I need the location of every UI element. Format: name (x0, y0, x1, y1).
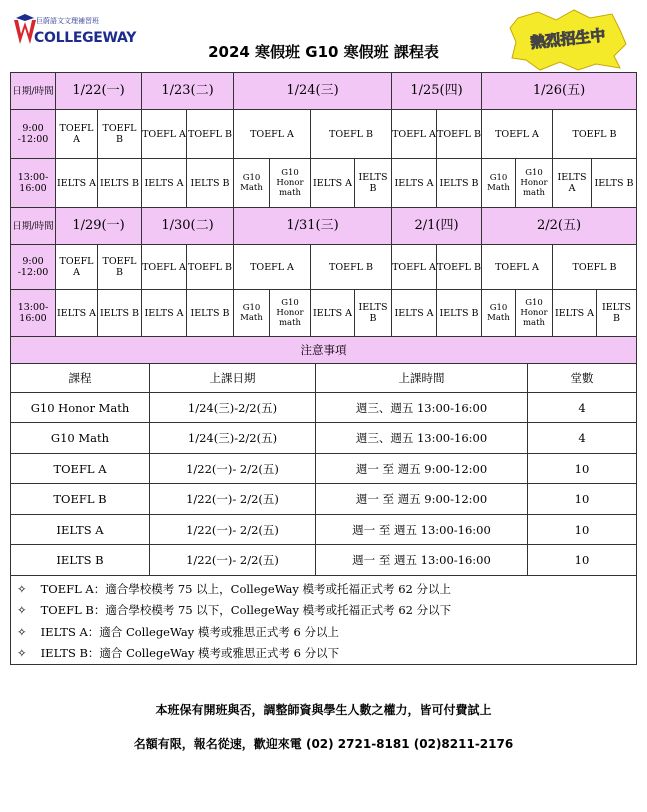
class-cell: IELTS B (436, 158, 482, 208)
class-cell: TOEFL A (55, 109, 98, 159)
class-cell: TOEFL A (141, 244, 187, 290)
footer-contact: 名額有限，報名從速，歡迎來電 (02) 2721-8181 (02)8211-2176 (133, 737, 514, 751)
course-time: 週一 至 週五 9:00-12:00 (315, 453, 528, 484)
class-cell: G10 Honor math (269, 289, 311, 337)
class-cell: IELTS A (141, 158, 187, 208)
class-cell: G10 Math (481, 158, 516, 208)
date-cell: 1/26(五) (481, 72, 637, 110)
date-time-header: 日期/時間 (10, 72, 56, 110)
column-header-sessions: 堂數 (527, 363, 637, 393)
date-time-header: 日期/時間 (10, 207, 56, 245)
footer-policy: 本班保有開班與否，調整師資與學生人數之權力，皆可付費試上 (155, 703, 492, 717)
class-cell: IELTS A (310, 289, 355, 337)
course-dates: 1/22(一)- 2/2(五) (149, 544, 316, 576)
date-cell: 2/2(五) (481, 207, 637, 245)
class-cell: TOEFL B (436, 109, 482, 159)
class-cell: TOEFL A (233, 109, 311, 159)
class-cell: G10 Honor math (515, 289, 553, 337)
course-sessions: 10 (527, 514, 637, 545)
class-cell: IELTS A (391, 289, 437, 337)
class-cell: IELTS A (391, 158, 437, 208)
note-item (17, 600, 451, 620)
note-text: IELTS B：適合 CollegeWay 模考或雅思正式考 6 分以下 (40, 646, 340, 660)
notice-heading: 注意事項 (10, 336, 637, 364)
course-name: TOEFL A (10, 453, 150, 484)
class-cell: TOEFL B (310, 109, 392, 159)
class-cell: IELTS B (97, 289, 142, 337)
class-cell: TOEFL B (552, 109, 637, 159)
note-text: TOEFL A：適合學校模考 75 以上，CollegeWay 模考或托福正式考 62 分以上 (40, 582, 451, 596)
course-name: TOEFL B (10, 483, 150, 515)
class-cell: IELTS B (97, 158, 142, 208)
course-time: 週一 至 週五 13:00-16:00 (315, 544, 528, 576)
note-item (17, 622, 339, 642)
class-cell: IELTS B (591, 158, 637, 208)
course-sessions: 4 (527, 422, 637, 454)
note-item (17, 579, 451, 599)
class-cell: IELTS A (55, 289, 98, 337)
logo-name: COLLEGEWAY (34, 30, 137, 46)
course-time: 週一 至 週五 9:00-12:00 (315, 483, 528, 515)
class-cell: TOEFL A (233, 244, 311, 290)
class-cell: IELTS B (596, 289, 637, 337)
course-dates: 1/22(一)- 2/2(五) (149, 453, 316, 484)
column-header-course: 課程 (10, 363, 150, 393)
class-cell: TOEFL B (186, 109, 234, 159)
class-cell: IELTS B (354, 289, 392, 337)
course-time: 週三、週五 13:00-16:00 (315, 422, 528, 454)
class-cell: TOEFL A (481, 109, 553, 159)
class-cell: TOEFL A (391, 244, 437, 290)
class-cell: IELTS A (55, 158, 98, 208)
class-cell: TOEFL B (436, 244, 482, 290)
date-cell: 2/1(四) (391, 207, 482, 245)
course-sessions: 10 (527, 483, 637, 515)
class-cell: IELTS A (552, 158, 592, 208)
page-title: 2024 寒假班 G10 寒假班 課程表 (208, 43, 439, 61)
note-text: TOEFL B：適合學校模考 75 以下，CollegeWay 模考或托福正式考 62 分以下 (40, 603, 452, 617)
course-sessions: 10 (527, 544, 637, 576)
class-cell: TOEFL A (55, 244, 98, 290)
date-cell: 1/29(一) (55, 207, 142, 245)
course-sessions: 10 (527, 453, 637, 484)
time-cell-afternoon: 13:00- 16:00 (10, 289, 56, 337)
class-cell: G10 Math (233, 289, 270, 337)
time-cell-morning: 9:00 -12:00 (10, 244, 56, 290)
stamp-text: 熱烈招生中 (529, 26, 607, 52)
date-cell: 1/31(三) (233, 207, 392, 245)
class-cell: IELTS B (354, 158, 392, 208)
class-cell: TOEFL B (310, 244, 392, 290)
time-cell-afternoon: 13:00- 16:00 (10, 158, 56, 208)
class-cell: IELTS B (186, 289, 234, 337)
class-cell: G10 Honor math (269, 158, 311, 208)
logo-subtitle: 巨蔚語文文理補習班 (36, 17, 99, 25)
course-name: IELTS A (10, 514, 150, 545)
column-header-dates: 上課日期 (149, 363, 316, 393)
class-cell: TOEFL B (186, 244, 234, 290)
class-cell: IELTS A (141, 289, 187, 337)
course-dates: 1/22(一)- 2/2(五) (149, 514, 316, 545)
bullet-icon: ✧ (17, 582, 27, 596)
bullet-icon: ✧ (17, 625, 27, 639)
column-header-time: 上課時間 (315, 363, 528, 393)
date-cell: 1/25(四) (391, 72, 482, 110)
class-cell: TOEFL A (141, 109, 187, 159)
bullet-icon: ✧ (17, 603, 27, 617)
note-text: IELTS A：適合 CollegeWay 模考或雅思正式考 6 分以上 (40, 625, 339, 639)
course-dates: 1/24(三)-2/2(五) (149, 422, 316, 454)
class-cell: TOEFL B (97, 109, 142, 159)
date-cell: 1/22(一) (55, 72, 142, 110)
class-cell: G10 Honor math (515, 158, 553, 208)
course-time: 週一 至 週五 13:00-16:00 (315, 514, 528, 545)
class-cell: IELTS A (552, 289, 597, 337)
bullet-icon: ✧ (17, 646, 27, 660)
course-name: G10 Math (10, 422, 150, 454)
class-cell: G10 Math (481, 289, 516, 337)
course-dates: 1/24(三)-2/2(五) (149, 392, 316, 423)
course-sessions: 4 (527, 392, 637, 423)
class-cell: TOEFL A (481, 244, 553, 290)
course-name: IELTS B (10, 544, 150, 576)
course-dates: 1/22(一)- 2/2(五) (149, 483, 316, 515)
class-cell: TOEFL A (391, 109, 437, 159)
time-cell-morning: 9:00 -12:00 (10, 109, 56, 159)
course-time: 週三、週五 13:00-16:00 (315, 392, 528, 423)
class-cell: TOEFL B (552, 244, 637, 290)
class-cell: IELTS B (436, 289, 482, 337)
note-item (17, 643, 339, 663)
date-cell: 1/23(二) (141, 72, 234, 110)
course-name: G10 Honor Math (10, 392, 150, 423)
date-cell: 1/30(二) (141, 207, 234, 245)
class-cell: IELTS B (186, 158, 234, 208)
date-cell: 1/24(三) (233, 72, 392, 110)
class-cell: IELTS A (310, 158, 355, 208)
class-cell: G10 Math (233, 158, 270, 208)
class-cell: TOEFL B (97, 244, 142, 290)
